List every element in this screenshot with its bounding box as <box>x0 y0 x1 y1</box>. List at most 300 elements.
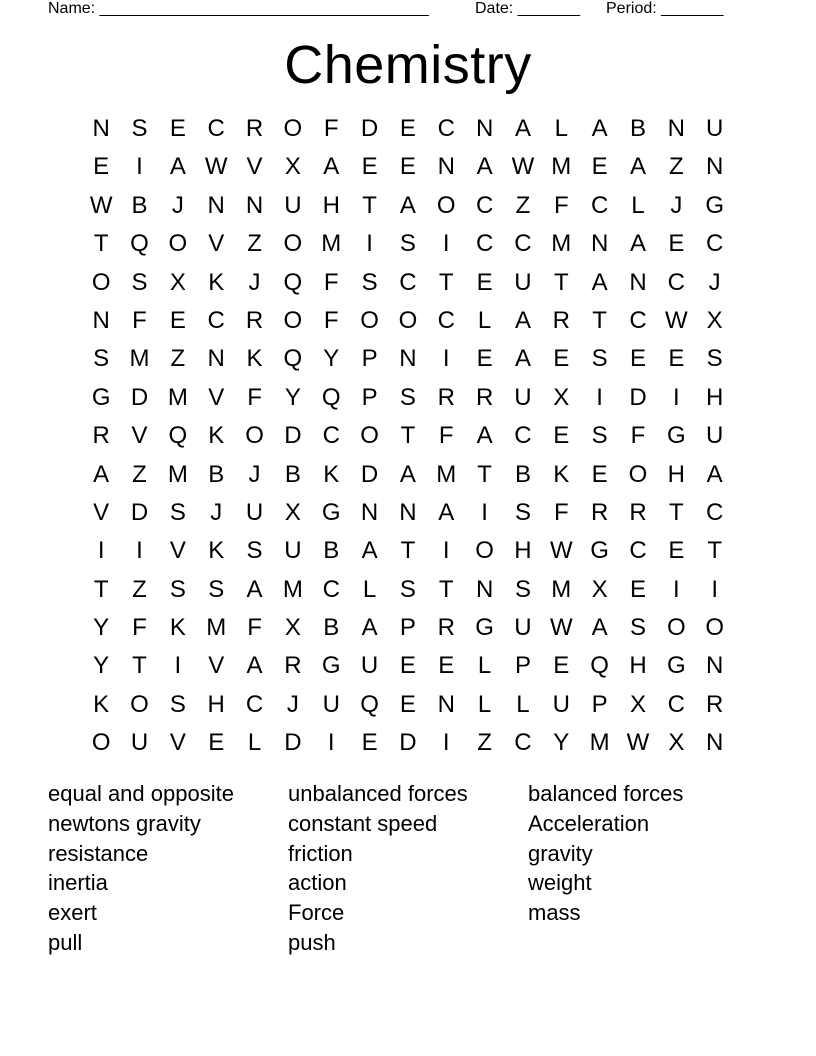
grid-letter[interactable]: Z <box>132 460 147 488</box>
grid-letter[interactable]: Q <box>321 383 341 411</box>
grid-letter[interactable]: Q <box>283 268 303 296</box>
grid-letter[interactable]: S <box>93 345 110 373</box>
grid-letter[interactable]: Q <box>130 230 149 258</box>
grid-letter[interactable]: M <box>551 575 572 603</box>
grid-letter[interactable]: P <box>591 690 608 718</box>
grid-letter[interactable]: N <box>667 115 685 142</box>
grid-letter[interactable]: E <box>668 230 685 258</box>
page-title: Chemistry <box>284 35 532 95</box>
grid-letter[interactable]: B <box>514 460 531 488</box>
grid-letter[interactable]: E <box>668 537 685 565</box>
grid-letter[interactable]: E <box>553 422 570 450</box>
grid-letter[interactable]: C <box>590 191 609 219</box>
grid-letter[interactable]: E <box>629 575 646 603</box>
grid-letter[interactable]: C <box>437 115 455 142</box>
grid-letter[interactable]: A <box>93 460 110 488</box>
grid-letter[interactable]: C <box>667 690 685 718</box>
grid-letter[interactable]: C <box>475 191 494 219</box>
grid-letter[interactable]: W <box>626 729 650 757</box>
grid-letter[interactable]: I <box>442 537 450 565</box>
word-bank-column <box>288 779 528 958</box>
grid-letter[interactable]: T <box>592 306 607 334</box>
grid-letter[interactable]: G <box>321 498 341 526</box>
grid-letter[interactable]: H <box>706 383 724 411</box>
grid-letter[interactable]: U <box>284 191 302 219</box>
grid-letter[interactable]: H <box>322 191 340 219</box>
grid-letter[interactable]: Q <box>168 422 188 450</box>
grid-letter[interactable]: I <box>481 498 488 526</box>
grid-letter[interactable]: E <box>553 652 570 680</box>
grid-letter[interactable]: E <box>591 153 608 181</box>
grid-letter[interactable]: U <box>514 383 532 411</box>
grid-letter[interactable]: O <box>475 537 494 565</box>
grid-row <box>82 456 734 494</box>
grid-letter[interactable]: C <box>207 115 225 142</box>
grid-letter[interactable]: R <box>284 652 302 680</box>
grid-letter[interactable]: Z <box>477 729 492 757</box>
grid-letter[interactable]: J <box>708 268 721 296</box>
grid-letter[interactable]: L <box>516 690 530 718</box>
grid-letter[interactable]: Y <box>93 614 110 642</box>
grid-letter[interactable]: S <box>208 575 225 603</box>
grid-letter[interactable]: M <box>129 345 150 373</box>
grid-letter[interactable]: T <box>438 268 454 296</box>
grid-letter[interactable]: C <box>245 690 264 718</box>
grid-letter[interactable]: N <box>92 306 110 334</box>
grid-letter[interactable]: X <box>706 306 723 334</box>
grid-letter[interactable]: I <box>174 652 182 680</box>
grid-letter[interactable]: Q <box>590 652 609 680</box>
grid-letter[interactable]: P <box>399 614 416 642</box>
grid-letter[interactable]: I <box>442 729 450 757</box>
grid-letter[interactable]: N <box>475 115 494 142</box>
grid-letter[interactable]: S <box>399 230 416 258</box>
grid-letter[interactable]: S <box>591 422 608 450</box>
grid-letter[interactable]: J <box>171 191 184 219</box>
grid-letter[interactable]: E <box>399 690 416 718</box>
grid-letter[interactable]: B <box>284 460 301 488</box>
grid-letter[interactable]: W <box>89 191 113 219</box>
grid-letter[interactable]: R <box>437 614 455 642</box>
grid-letter[interactable]: T <box>400 422 416 450</box>
grid-letter[interactable]: O <box>436 191 456 219</box>
grid-letter[interactable]: D <box>399 729 417 757</box>
grid-letter[interactable]: M <box>167 383 188 411</box>
grid-letter[interactable]: C <box>207 306 225 334</box>
grid-letter[interactable]: D <box>284 422 302 450</box>
grid-letter[interactable]: Q <box>283 345 303 373</box>
grid-letter[interactable]: N <box>360 498 379 526</box>
grid-letter[interactable]: M <box>589 729 610 757</box>
grid-letter[interactable]: A <box>361 537 378 565</box>
grid-letter[interactable]: S <box>399 575 416 603</box>
grid-letter[interactable]: A <box>246 575 263 603</box>
grid-letter[interactable]: K <box>323 460 340 488</box>
grid-letter[interactable]: Z <box>247 230 262 258</box>
grid-letter[interactable]: B <box>323 537 340 565</box>
grid-letter[interactable]: F <box>132 614 147 642</box>
grid-letter[interactable]: B <box>208 460 225 488</box>
grid-letter[interactable]: K <box>93 690 110 718</box>
grid-letter[interactable]: D <box>360 115 379 142</box>
word-bank-item: weight <box>528 870 592 896</box>
grid-letter[interactable]: C <box>629 306 647 334</box>
grid-letter[interactable]: N <box>245 191 264 219</box>
grid-letter[interactable]: M <box>321 230 342 258</box>
grid-letter[interactable]: G <box>666 422 686 450</box>
grid-letter[interactable]: P <box>361 383 378 411</box>
grid-letter[interactable]: O <box>398 306 418 334</box>
grid-letter[interactable]: T <box>668 498 684 526</box>
grid-letter[interactable]: K <box>169 614 186 642</box>
grid-letter[interactable]: O <box>168 230 188 258</box>
grid-letter[interactable]: S <box>169 498 186 526</box>
grid-letter[interactable]: N <box>92 115 110 142</box>
grid-letter[interactable]: K <box>246 345 263 373</box>
grid-letter[interactable]: F <box>247 383 262 411</box>
grid-letter[interactable]: Y <box>553 729 570 757</box>
grid-letter[interactable]: K <box>208 268 225 296</box>
grid-letter[interactable]: N <box>207 345 225 373</box>
grid-letter[interactable]: X <box>553 383 570 411</box>
grid-letter[interactable]: W <box>549 614 573 642</box>
grid-letter[interactable]: T <box>400 537 416 565</box>
grid-letter[interactable]: H <box>629 652 647 680</box>
grid-letter[interactable]: R <box>92 422 110 450</box>
grid-letter[interactable]: D <box>130 498 149 526</box>
grid-letter[interactable]: R <box>629 498 647 526</box>
grid-letter[interactable]: S <box>629 614 646 642</box>
grid-letter[interactable]: R <box>552 306 570 334</box>
grid-letter[interactable]: U <box>706 115 724 142</box>
grid-letter[interactable]: F <box>553 191 569 219</box>
grid-letter[interactable]: S <box>169 575 186 603</box>
word-bank-item: Acceleration <box>528 810 650 836</box>
grid-letter[interactable]: M <box>551 153 572 181</box>
grid-letter[interactable]: E <box>361 153 378 181</box>
grid-letter[interactable]: O <box>360 422 379 450</box>
grid-letter[interactable]: Z <box>668 153 684 181</box>
grid-letter[interactable]: D <box>130 383 149 411</box>
grid-letter[interactable]: Z <box>132 575 147 603</box>
grid-letter[interactable]: R <box>706 690 724 718</box>
grid-letter[interactable]: J <box>210 498 223 526</box>
grid-row <box>82 148 734 186</box>
grid-letter[interactable]: S <box>399 383 416 411</box>
grid-letter[interactable]: D <box>284 729 302 757</box>
grid-letter[interactable]: J <box>670 191 683 219</box>
grid-letter[interactable]: P <box>514 652 531 680</box>
grid-letter[interactable]: C <box>629 537 647 565</box>
grid-letter[interactable]: U <box>706 422 724 450</box>
grid-letter[interactable]: N <box>399 345 417 373</box>
grid-letter[interactable]: O <box>130 690 149 718</box>
grid-letter[interactable]: X <box>668 729 685 757</box>
grid-letter[interactable]: O <box>283 306 303 334</box>
grid-letter[interactable]: N <box>207 191 225 219</box>
grid-letter[interactable]: V <box>208 652 225 680</box>
grid-letter[interactable]: A <box>629 230 646 258</box>
grid-letter[interactable]: U <box>284 537 302 565</box>
grid-letter[interactable]: R <box>437 383 455 411</box>
grid-letter[interactable]: E <box>438 652 455 680</box>
grid-letter[interactable]: K <box>208 422 225 450</box>
grid-letter[interactable]: V <box>169 729 186 757</box>
grid-letter[interactable]: E <box>668 345 685 373</box>
grid-letter[interactable]: C <box>514 230 532 258</box>
grid-letter[interactable]: M <box>167 460 188 488</box>
grid-letter[interactable]: O <box>245 422 264 450</box>
grid-letter[interactable]: O <box>705 614 724 642</box>
grid-letter[interactable]: J <box>248 460 261 488</box>
grid-letter[interactable]: N <box>706 153 724 181</box>
grid-letter[interactable]: C <box>475 230 494 258</box>
grid-letter[interactable]: P <box>361 345 378 373</box>
grid-letter[interactable]: H <box>667 460 685 488</box>
grid-letter[interactable]: A <box>169 153 186 181</box>
grid-letter[interactable]: A <box>323 153 340 181</box>
grid-letter[interactable]: F <box>630 422 646 450</box>
grid-letter[interactable]: E <box>399 115 416 142</box>
grid-letter[interactable]: L <box>631 191 645 219</box>
grid-letter[interactable]: T <box>93 575 109 603</box>
grid-letter[interactable]: S <box>706 345 723 373</box>
grid-letter[interactable]: N <box>706 652 724 680</box>
grid-letter[interactable]: I <box>136 153 143 181</box>
grid-letter[interactable]: R <box>590 498 609 526</box>
grid-letter[interactable]: F <box>323 115 339 142</box>
grid-letter[interactable]: C <box>399 268 417 296</box>
grid-letter[interactable]: S <box>514 498 531 526</box>
grid-letter[interactable]: X <box>284 498 301 526</box>
grid-letter[interactable]: X <box>284 153 301 181</box>
grid-letter[interactable]: B <box>629 115 646 142</box>
grid-row <box>82 110 734 148</box>
grid-letter[interactable]: T <box>477 460 492 488</box>
grid-letter[interactable]: H <box>514 537 532 565</box>
grid-letter[interactable]: H <box>207 690 225 718</box>
grid-letter[interactable]: A <box>246 652 263 680</box>
grid-letter[interactable]: Z <box>515 191 531 219</box>
grid-letter[interactable]: O <box>666 614 686 642</box>
grid-letter[interactable]: I <box>672 575 680 603</box>
grid-letter[interactable]: S <box>169 690 186 718</box>
grid-letter[interactable]: C <box>706 230 724 258</box>
grid-letter[interactable]: A <box>591 268 608 296</box>
grid-letter[interactable]: N <box>590 230 609 258</box>
grid-letter[interactable]: L <box>362 575 377 603</box>
grid-letter[interactable]: G <box>475 614 494 642</box>
grid-letter[interactable]: T <box>362 191 377 219</box>
grid-letter[interactable]: W <box>204 153 228 181</box>
grid-letter[interactable]: N <box>629 268 647 296</box>
grid-letter[interactable]: S <box>246 537 263 565</box>
grid-letter[interactable]: F <box>132 306 147 334</box>
grid-letter[interactable]: S <box>361 268 378 296</box>
grid-letter[interactable]: R <box>245 306 264 334</box>
grid-letter[interactable]: F <box>553 498 569 526</box>
grid-letter[interactable]: E <box>476 268 493 296</box>
grid-letter[interactable]: G <box>590 537 609 565</box>
grid-letter[interactable]: E <box>591 460 608 488</box>
grid-letter[interactable]: U <box>514 614 532 642</box>
grid-letter[interactable]: L <box>554 115 568 142</box>
grid-letter[interactable]: C <box>322 422 340 450</box>
grid-letter[interactable]: A <box>514 345 531 373</box>
grid-letter[interactable]: C <box>514 422 532 450</box>
grid-letter[interactable]: C <box>437 306 455 334</box>
grid-letter[interactable]: I <box>136 537 143 565</box>
grid-letter[interactable]: A <box>361 614 378 642</box>
grid-letter[interactable]: E <box>169 115 186 142</box>
grid-letter[interactable]: U <box>514 268 532 296</box>
grid-letter[interactable]: A <box>399 191 416 219</box>
grid-letter[interactable]: A <box>514 115 531 142</box>
grid-letter[interactable]: N <box>437 690 455 718</box>
grid-letter[interactable]: R <box>475 383 494 411</box>
grid-letter[interactable]: F <box>323 306 339 334</box>
grid-letter[interactable]: A <box>438 498 455 526</box>
grid-letter[interactable]: K <box>208 537 225 565</box>
grid-letter[interactable]: I <box>442 230 450 258</box>
grid-letter[interactable]: S <box>591 345 608 373</box>
grid-letter[interactable]: D <box>360 460 379 488</box>
grid-letter[interactable]: B <box>323 614 340 642</box>
grid-letter[interactable]: S <box>131 268 148 296</box>
grid-letter[interactable]: W <box>511 153 535 181</box>
grid-letter[interactable]: L <box>477 690 492 718</box>
word-bank-item: action <box>288 870 347 896</box>
grid-letter[interactable]: A <box>706 460 723 488</box>
grid-letter[interactable]: L <box>247 729 262 757</box>
grid-letter[interactable]: U <box>360 652 379 680</box>
grid-letter[interactable]: U <box>245 498 264 526</box>
grid-letter[interactable]: M <box>206 614 227 642</box>
grid-letter[interactable]: E <box>399 652 416 680</box>
grid-letter[interactable]: O <box>360 306 379 334</box>
grid-letter[interactable]: Z <box>170 345 186 373</box>
grid-row <box>82 609 734 647</box>
grid-letter[interactable]: X <box>629 690 646 718</box>
grid-letter[interactable]: Y <box>284 383 301 411</box>
grid-letter[interactable]: D <box>629 383 647 411</box>
grid-letter[interactable]: V <box>208 230 225 258</box>
grid-letter[interactable]: Q <box>360 690 379 718</box>
grid-letter[interactable]: K <box>553 460 570 488</box>
grid-letter[interactable]: T <box>707 537 722 565</box>
grid-letter[interactable]: A <box>399 460 416 488</box>
grid-letter[interactable]: F <box>323 268 339 296</box>
word-search-grid <box>82 110 734 763</box>
grid-letter[interactable]: I <box>327 729 335 757</box>
grid-letter[interactable]: T <box>132 652 147 680</box>
grid-letter[interactable]: E <box>399 153 416 181</box>
grid-letter[interactable]: U <box>322 690 340 718</box>
grid-letter[interactable]: O <box>283 230 303 258</box>
grid-letter[interactable]: Y <box>93 652 110 680</box>
grid-letter[interactable]: W <box>549 537 573 565</box>
grid-letter[interactable]: C <box>514 729 532 757</box>
grid-letter[interactable]: O <box>628 460 648 488</box>
grid-letter[interactable]: E <box>629 345 646 373</box>
word-bank-column <box>48 779 288 958</box>
grid-letter[interactable]: X <box>169 268 186 296</box>
grid-letter[interactable]: O <box>91 268 111 296</box>
grid-letter[interactable]: V <box>169 537 186 565</box>
grid-letter[interactable]: T <box>438 575 454 603</box>
grid-letter[interactable]: J <box>286 690 299 718</box>
grid-letter[interactable]: G <box>321 652 341 680</box>
grid-letter[interactable]: J <box>248 268 261 296</box>
grid-letter[interactable]: G <box>705 191 724 219</box>
grid-letter[interactable]: E <box>361 729 378 757</box>
grid-letter[interactable]: I <box>672 383 680 411</box>
grid-letter[interactable]: R <box>245 115 264 142</box>
grid-letter[interactable]: C <box>667 268 685 296</box>
grid-letter[interactable]: N <box>399 498 417 526</box>
grid-letter[interactable]: A <box>591 115 608 142</box>
grid-letter[interactable]: A <box>591 614 608 642</box>
grid-letter[interactable]: F <box>438 422 454 450</box>
grid-letter[interactable]: M <box>551 230 572 258</box>
grid-letter[interactable]: G <box>91 383 111 411</box>
grid-letter[interactable]: V <box>93 498 110 526</box>
grid-letter[interactable]: A <box>476 422 493 450</box>
grid-letter[interactable]: S <box>514 575 531 603</box>
grid-letter[interactable]: W <box>665 306 688 334</box>
grid-letter[interactable]: I <box>442 345 450 373</box>
grid-letter[interactable]: N <box>437 153 455 181</box>
grid-letter[interactable]: N <box>475 575 494 603</box>
grid-letter[interactable]: V <box>246 153 263 181</box>
grid-letter[interactable]: I <box>97 537 105 565</box>
grid-letter[interactable]: M <box>436 460 457 488</box>
grid-letter[interactable]: E <box>476 345 493 373</box>
grid-letter[interactable]: E <box>169 306 186 334</box>
grid-letter[interactable]: A <box>514 306 531 334</box>
grid-letter[interactable]: M <box>282 575 303 603</box>
grid-letter[interactable]: T <box>93 230 109 258</box>
grid-letter[interactable]: C <box>706 498 724 526</box>
grid-letter[interactable]: B <box>131 191 148 219</box>
grid-letter[interactable]: N <box>706 729 724 757</box>
grid-letter[interactable]: U <box>130 729 149 757</box>
grid-letter[interactable]: A <box>476 153 493 181</box>
grid-letter[interactable]: O <box>283 115 303 142</box>
grid-letter[interactable]: E <box>553 345 570 373</box>
grid-letter[interactable]: C <box>322 575 340 603</box>
grid-letter[interactable]: T <box>553 268 569 296</box>
grid-letter[interactable]: L <box>477 652 492 680</box>
grid-letter[interactable]: O <box>91 729 111 757</box>
grid-letter[interactable]: A <box>629 153 646 181</box>
grid-letter[interactable]: V <box>131 422 148 450</box>
grid-letter[interactable]: I <box>711 575 718 603</box>
grid-letter[interactable]: Y <box>323 345 340 373</box>
grid-letter[interactable]: U <box>552 690 570 718</box>
grid-letter[interactable]: E <box>93 153 110 181</box>
grid-letter[interactable]: X <box>591 575 608 603</box>
grid-letter[interactable]: G <box>666 652 686 680</box>
grid-letter[interactable]: I <box>366 230 373 258</box>
grid-letter[interactable]: F <box>247 614 262 642</box>
grid-letter[interactable]: E <box>208 729 225 757</box>
grid-letter[interactable]: X <box>284 614 301 642</box>
grid-letter[interactable]: L <box>477 306 492 334</box>
grid-letter[interactable]: I <box>596 383 603 411</box>
grid-letter[interactable]: V <box>208 383 225 411</box>
grid-letter[interactable]: S <box>131 115 148 142</box>
